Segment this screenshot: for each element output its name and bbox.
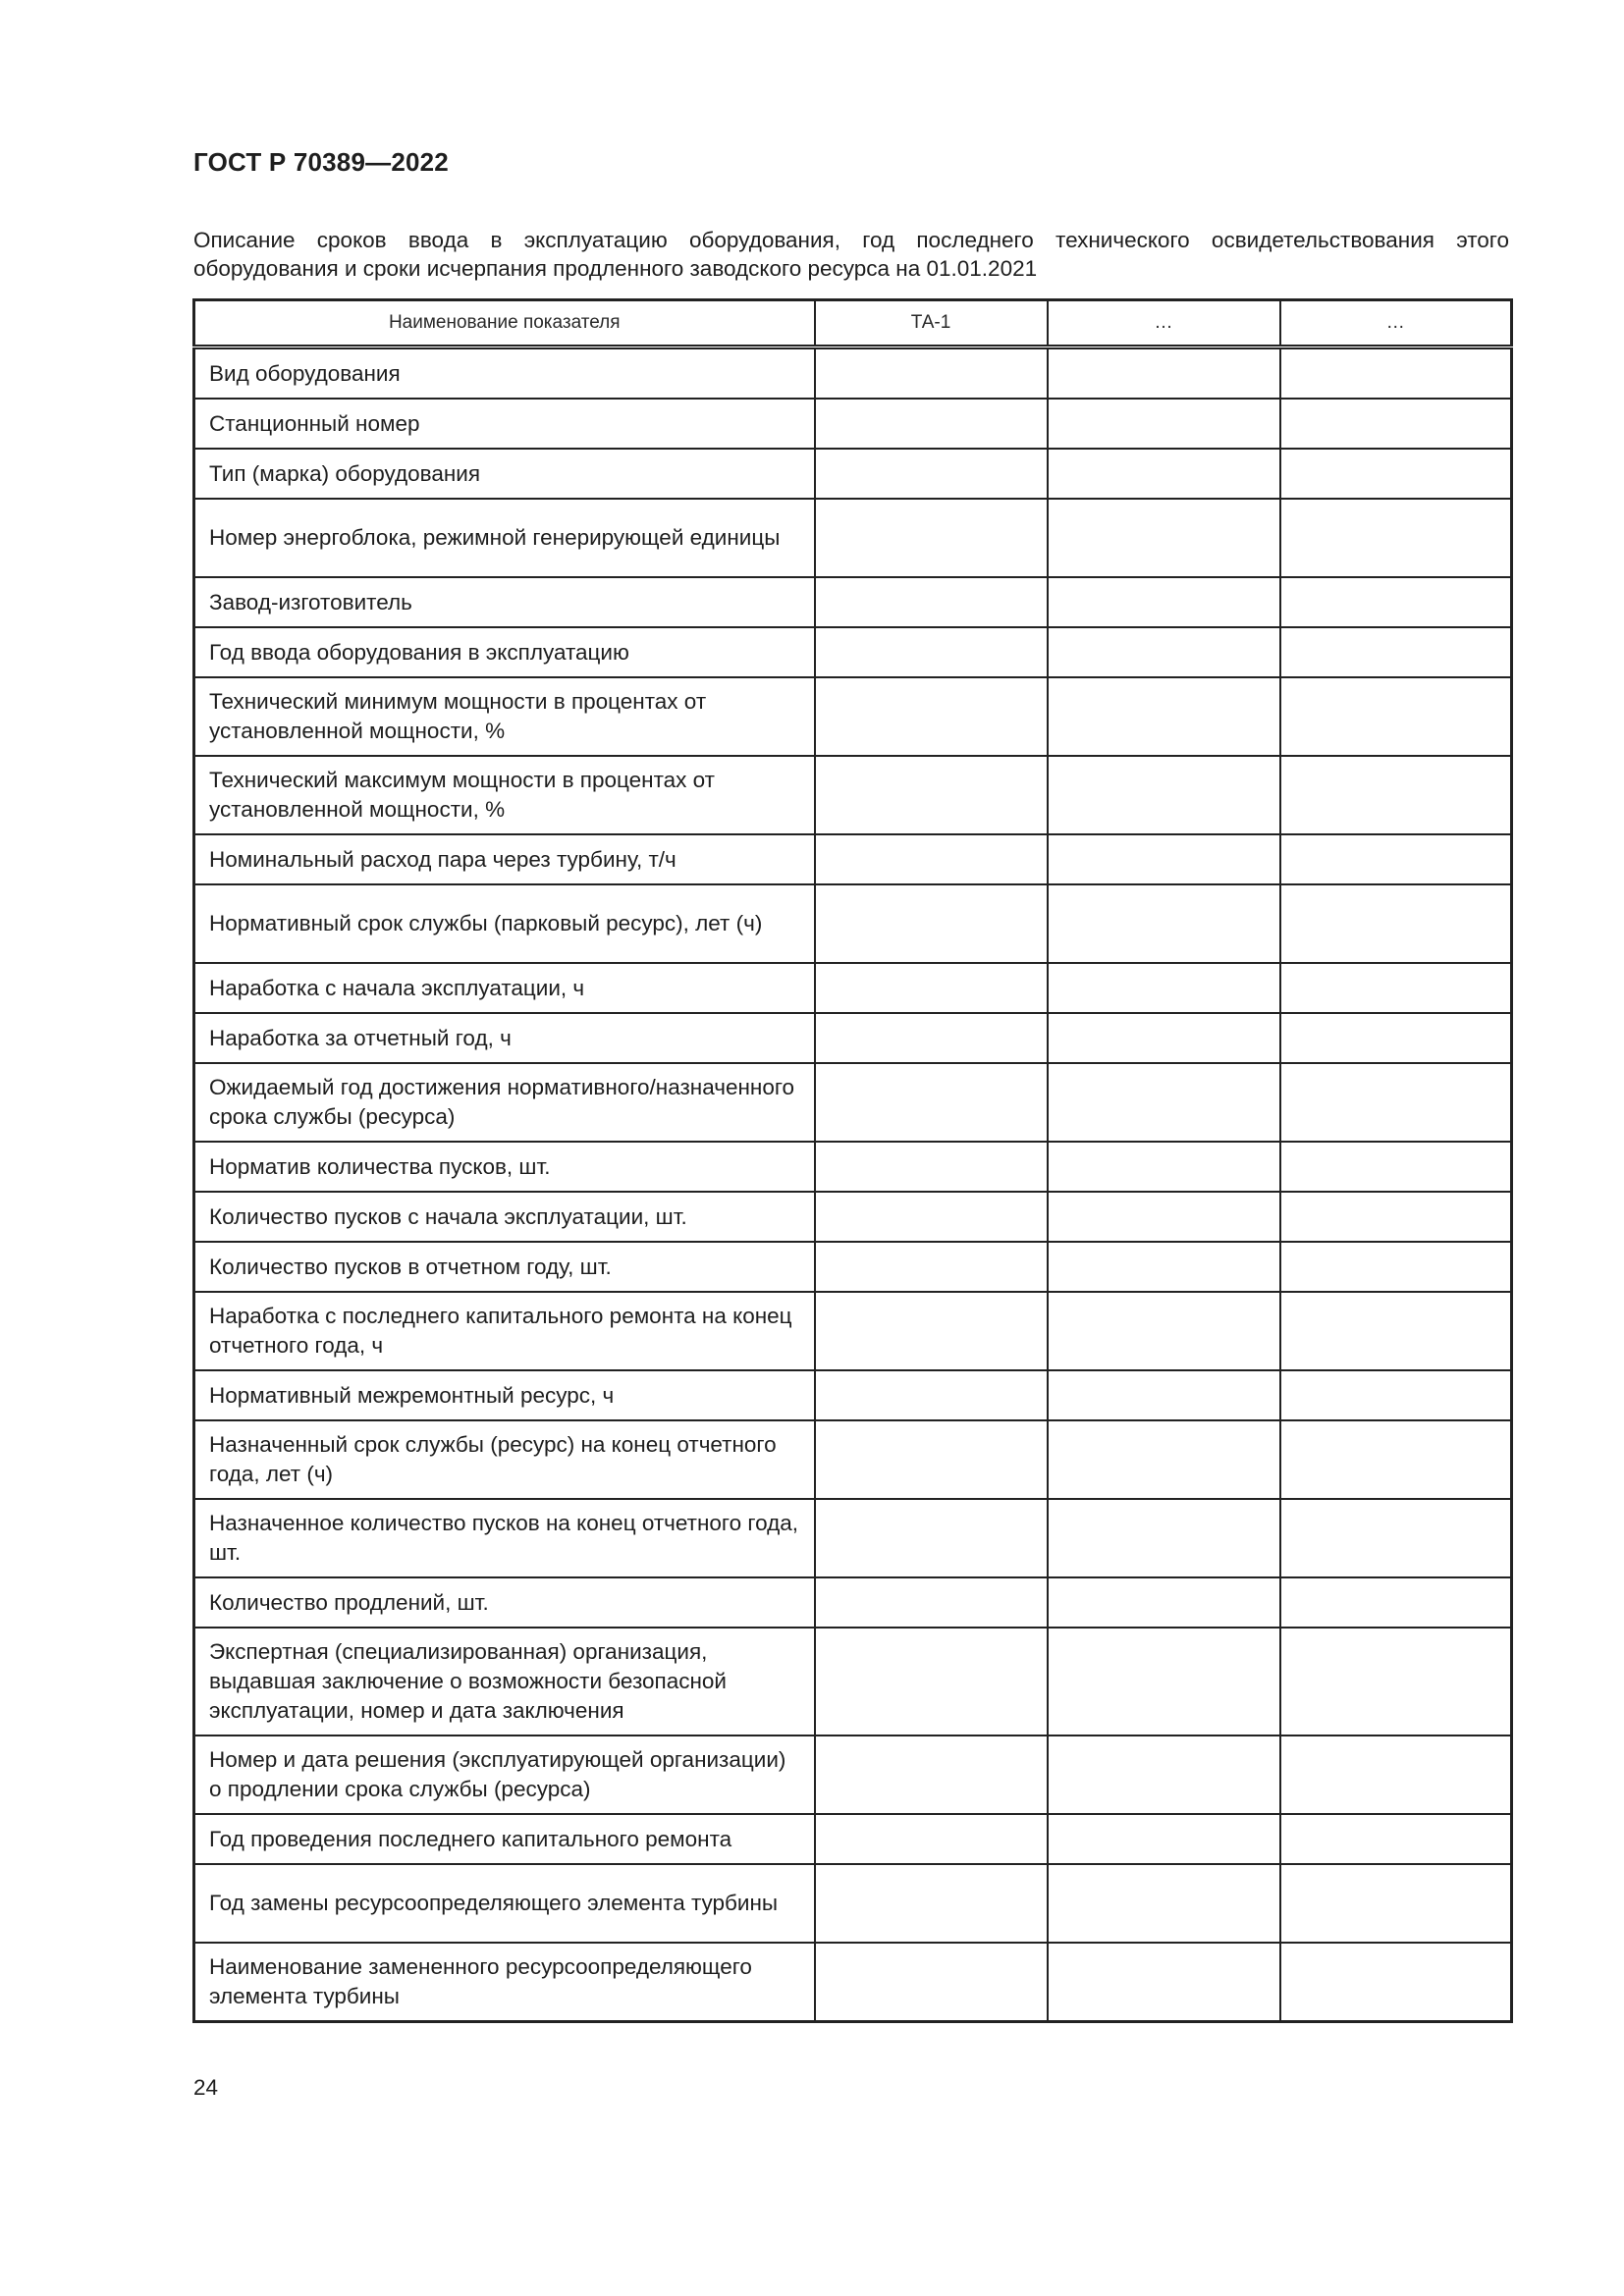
value-cell xyxy=(1048,1370,1280,1420)
value-cell xyxy=(815,834,1048,884)
value-cell xyxy=(815,1864,1048,1943)
parameter-label: Количество продлений, шт. xyxy=(194,1577,815,1628)
table-row xyxy=(194,347,1512,400)
parameter-label: Наименование замененного ресурсоопределяющего элемента турбины xyxy=(194,1943,815,2022)
value-cell xyxy=(815,577,1048,627)
column-header-ellipsis-2: … xyxy=(1280,300,1512,347)
value-cell xyxy=(1048,756,1280,834)
table-row xyxy=(194,1370,1512,1420)
column-header-ta1: ТА-1 xyxy=(815,300,1048,347)
value-cell xyxy=(1048,1242,1280,1292)
value-cell xyxy=(1048,577,1280,627)
table-row xyxy=(194,1013,1512,1063)
value-cell xyxy=(1280,577,1512,627)
table-row xyxy=(194,756,1512,834)
value-cell xyxy=(1280,1499,1512,1577)
parameter-label: Нормативный межремонтный ресурс, ч xyxy=(194,1370,815,1420)
table-row xyxy=(194,884,1512,963)
parameter-label: Тип (марка) оборудования xyxy=(194,449,815,499)
parameter-label: Назначенное количество пусков на конец отчетного года, шт. xyxy=(194,1499,815,1577)
value-cell xyxy=(1280,677,1512,756)
value-cell xyxy=(1048,1628,1280,1735)
value-cell xyxy=(815,1577,1048,1628)
value-cell xyxy=(815,963,1048,1013)
value-cell xyxy=(1280,1735,1512,1814)
value-cell xyxy=(1048,1192,1280,1242)
parameter-label: Год замены ресурсоопределяющего элемента турбины xyxy=(194,1864,815,1943)
value-cell xyxy=(815,1499,1048,1577)
value-cell xyxy=(815,1735,1048,1814)
column-header-ellipsis-1: … xyxy=(1048,300,1280,347)
parameter-label: Нормативный срок службы (парковый ресурс), лет (ч) xyxy=(194,884,815,963)
parameter-label: Экспертная (специализированная) организация, выдавшая заключение о возможности безопасной эксплуатации, номер и дата заключения xyxy=(194,1628,815,1735)
parameter-label: Наработка с начала эксплуатации, ч xyxy=(194,963,815,1013)
value-cell xyxy=(1280,1192,1512,1242)
caption-line-1: Описание сроков ввода в эксплуатацию оборудования, год последнего технического освидетельствования этого xyxy=(193,228,1509,252)
parameter-label: Завод-изготовитель xyxy=(194,577,815,627)
value-cell xyxy=(1280,347,1512,400)
value-cell xyxy=(1280,884,1512,963)
table-row xyxy=(194,963,1512,1013)
table-row xyxy=(194,1142,1512,1192)
page-number: 24 xyxy=(193,2075,219,2100)
parameter-label: Норматив количества пусков, шт. xyxy=(194,1142,815,1192)
value-cell xyxy=(1280,449,1512,499)
caption-line-2: оборудования и сроки исчерпания продленного заводского ресурса на 01.01.2021 xyxy=(193,256,1038,281)
table-row xyxy=(194,1577,1512,1628)
value-cell xyxy=(1048,1420,1280,1499)
value-cell xyxy=(1048,347,1280,400)
parameter-label: Наработка за отчетный год, ч xyxy=(194,1013,815,1063)
table-row xyxy=(194,1628,1512,1735)
value-cell xyxy=(1280,1943,1512,2022)
value-cell xyxy=(815,1013,1048,1063)
value-cell xyxy=(1280,1292,1512,1370)
parameter-label: Назначенный срок службы (ресурс) на конец отчетного года, лет (ч) xyxy=(194,1420,815,1499)
value-cell xyxy=(1280,1242,1512,1292)
parameter-label: Номер и дата решения (эксплуатирующей организации) о продлении срока службы (ресурса) xyxy=(194,1735,815,1814)
value-cell xyxy=(815,499,1048,577)
value-cell xyxy=(1048,1864,1280,1943)
table-row xyxy=(194,1943,1512,2022)
value-cell xyxy=(1280,834,1512,884)
table-header-row xyxy=(194,300,1512,347)
table-row xyxy=(194,1814,1512,1864)
value-cell xyxy=(1048,677,1280,756)
parameter-label: Год проведения последнего капитального ремонта xyxy=(194,1814,815,1864)
document-code: ГОСТ Р 70389—2022 xyxy=(193,147,449,177)
value-cell xyxy=(1048,963,1280,1013)
parameter-label: Наработка с последнего капитального ремонта на конец отчетного года, ч xyxy=(194,1292,815,1370)
value-cell xyxy=(815,1292,1048,1370)
table-row xyxy=(194,834,1512,884)
value-cell xyxy=(1048,1499,1280,1577)
value-cell xyxy=(815,627,1048,677)
value-cell xyxy=(1048,1814,1280,1864)
value-cell xyxy=(815,1370,1048,1420)
value-cell xyxy=(1280,1814,1512,1864)
table-row xyxy=(194,499,1512,577)
value-cell xyxy=(1280,399,1512,449)
value-cell xyxy=(815,756,1048,834)
table-row xyxy=(194,1420,1512,1499)
table-row xyxy=(194,449,1512,499)
value-cell xyxy=(1048,627,1280,677)
value-cell xyxy=(1280,1420,1512,1499)
value-cell xyxy=(815,1242,1048,1292)
table-row xyxy=(194,399,1512,449)
table-row xyxy=(194,1864,1512,1943)
value-cell xyxy=(815,449,1048,499)
value-cell xyxy=(1280,963,1512,1013)
value-cell xyxy=(815,884,1048,963)
value-cell xyxy=(1280,1142,1512,1192)
parameter-label: Номинальный расход пара через турбину, т/ч xyxy=(194,834,815,884)
value-cell xyxy=(815,677,1048,756)
value-cell xyxy=(815,1814,1048,1864)
parameter-label: Ожидаемый год достижения нормативного/назначенного срока службы (ресурса) xyxy=(194,1063,815,1142)
table-row xyxy=(194,1292,1512,1370)
table-row xyxy=(194,577,1512,627)
value-cell xyxy=(815,1192,1048,1242)
value-cell xyxy=(1280,499,1512,577)
value-cell xyxy=(1048,399,1280,449)
value-cell xyxy=(815,1628,1048,1735)
value-cell xyxy=(1048,1063,1280,1142)
parameter-label: Станционный номер xyxy=(194,399,815,449)
value-cell xyxy=(1048,1943,1280,2022)
value-cell xyxy=(1280,627,1512,677)
value-cell xyxy=(1280,756,1512,834)
value-cell xyxy=(1048,1735,1280,1814)
table-row xyxy=(194,677,1512,756)
value-cell xyxy=(1280,1577,1512,1628)
value-cell xyxy=(1048,1013,1280,1063)
table-caption xyxy=(193,226,1509,283)
parameter-label: Номер энергоблока, режимной генерирующей единицы xyxy=(194,499,815,577)
value-cell xyxy=(1280,1864,1512,1943)
value-cell xyxy=(1048,499,1280,577)
value-cell xyxy=(815,1063,1048,1142)
table-row xyxy=(194,1735,1512,1814)
table-body xyxy=(194,347,1512,2022)
parameter-label: Количество пусков в отчетном году, шт. xyxy=(194,1242,815,1292)
value-cell xyxy=(815,1420,1048,1499)
value-cell xyxy=(1048,1292,1280,1370)
value-cell xyxy=(815,1142,1048,1192)
value-cell xyxy=(1048,1577,1280,1628)
value-cell xyxy=(1280,1063,1512,1142)
parameter-label: Вид оборудования xyxy=(194,347,815,400)
equipment-parameters-table xyxy=(192,298,1513,2023)
value-cell xyxy=(1280,1370,1512,1420)
table-row xyxy=(194,1242,1512,1292)
table-row xyxy=(194,1499,1512,1577)
value-cell xyxy=(815,399,1048,449)
value-cell xyxy=(1048,834,1280,884)
value-cell xyxy=(1280,1628,1512,1735)
value-cell xyxy=(1048,449,1280,499)
table-row xyxy=(194,1192,1512,1242)
value-cell xyxy=(1280,1013,1512,1063)
column-header-parameter-name: Наименование показателя xyxy=(194,300,815,347)
value-cell xyxy=(815,1943,1048,2022)
parameter-label: Технический минимум мощности в процентах от установленной мощности, % xyxy=(194,677,815,756)
table-row xyxy=(194,1063,1512,1142)
value-cell xyxy=(1048,884,1280,963)
parameter-label: Количество пусков с начала эксплуатации, шт. xyxy=(194,1192,815,1242)
value-cell xyxy=(815,347,1048,400)
table-row xyxy=(194,627,1512,677)
value-cell xyxy=(1048,1142,1280,1192)
parameter-label: Год ввода оборудования в эксплуатацию xyxy=(194,627,815,677)
parameter-label: Технический максимум мощности в процентах от установленной мощности, % xyxy=(194,756,815,834)
